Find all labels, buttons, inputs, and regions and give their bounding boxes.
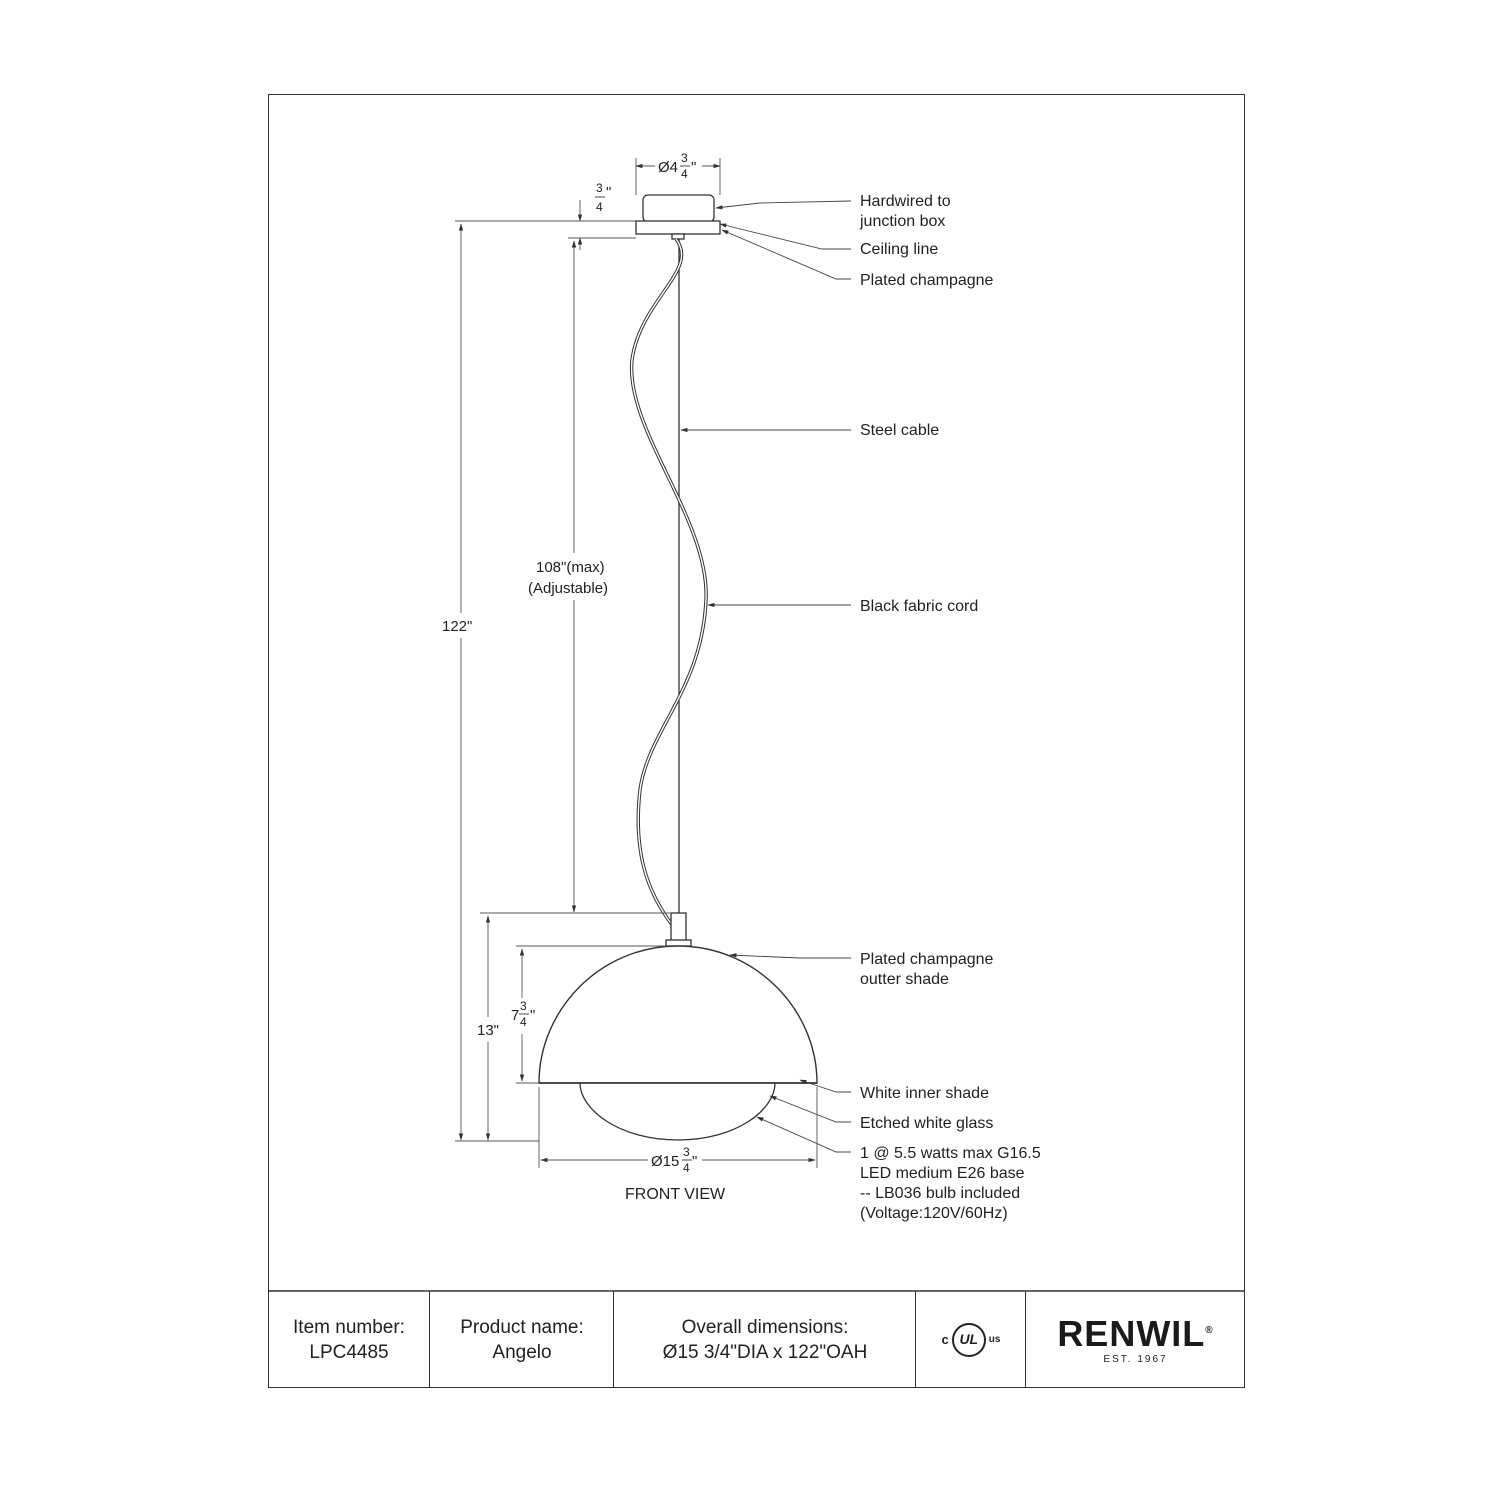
fixture-height-label: 13" (477, 1022, 500, 1039)
adjustable-length-label-2: (Adjustable) (528, 580, 609, 597)
callout-bulb-2: LED medium E26 base (860, 1165, 1025, 1182)
callout-outer-shade-1: Plated champagne (860, 951, 994, 968)
shade-diameter-num: 3 (683, 1145, 690, 1159)
item-number-label: Item number: (293, 1316, 405, 1338)
etched-glass (580, 1083, 775, 1140)
adjustable-length-dimension (480, 241, 671, 913)
shade-diameter-den: 4 (683, 1161, 690, 1175)
outer-shade (539, 946, 817, 1083)
canopy-diameter-unit: " (691, 159, 697, 176)
shade-diameter-unit: " (692, 1153, 698, 1170)
socket-cap (666, 913, 691, 946)
product-name-label: Product name: (460, 1316, 584, 1338)
callout-inner-shade: White inner shade (860, 1085, 989, 1102)
canopy (636, 195, 720, 239)
callout-black-fabric-cord: Black fabric cord (860, 598, 979, 615)
canopy-height-num: 3 (596, 181, 603, 195)
product-name-value: Angelo (492, 1341, 552, 1363)
cul-us-logo: c UL us (942, 1323, 1001, 1357)
callout-bulb-4: (Voltage:120V/60Hz) (860, 1205, 1008, 1222)
callout-ceiling-line: Ceiling line (860, 241, 939, 258)
callout-hardwired-2: junction box (860, 213, 946, 230)
callout-hardwired-1: Hardwired to (860, 193, 951, 210)
overall-dimensions-value: Ø15 3/4"DIA x 122"OAH (662, 1341, 868, 1363)
canopy-diameter-main: Ø4 (658, 159, 679, 176)
callout-etched-glass: Etched white glass (860, 1115, 994, 1132)
callout-bulb-3: -- LB036 bulb included (860, 1185, 1021, 1202)
canopy-diameter-den: 4 (681, 167, 688, 181)
callout-steel-cable: Steel cable (860, 422, 940, 439)
callout-plated-champagne: Plated champagne (860, 272, 994, 289)
shade-height-num: 3 (520, 999, 527, 1013)
canopy-diameter-num: 3 (681, 151, 688, 165)
black-fabric-cord (632, 239, 707, 930)
shade-height-unit: " (530, 1007, 536, 1024)
title-block-certification (915, 1291, 1026, 1388)
canopy-height-unit: " (606, 184, 612, 201)
callout-bulb-1: 1 @ 5.5 watts max G16.5 (860, 1145, 1041, 1162)
overall-dimensions-label: Overall dimensions: (681, 1316, 849, 1338)
shade-height-den: 4 (520, 1015, 527, 1029)
canopy-height-den: 4 (596, 200, 603, 214)
item-number-value: LPC4485 (309, 1341, 389, 1363)
shade-diameter-main: Ø15 (651, 1153, 680, 1170)
title-block-brand (1025, 1291, 1245, 1388)
title-block-product-name (429, 1291, 614, 1388)
title-block-item-number (268, 1291, 430, 1388)
adjustable-length-label-1: 108"(max) (536, 559, 605, 576)
front-view-caption: FRONT VIEW (625, 1186, 726, 1203)
title-block-dimensions (613, 1291, 916, 1388)
overall-height-label: 122" (442, 618, 473, 635)
renwil-est: EST. 1967 (1103, 1354, 1168, 1365)
callout-outer-shade-2: outter shade (860, 971, 949, 988)
shade-height-main: 7 (511, 1007, 520, 1024)
renwil-logo: RENWIL® (1057, 1313, 1214, 1354)
